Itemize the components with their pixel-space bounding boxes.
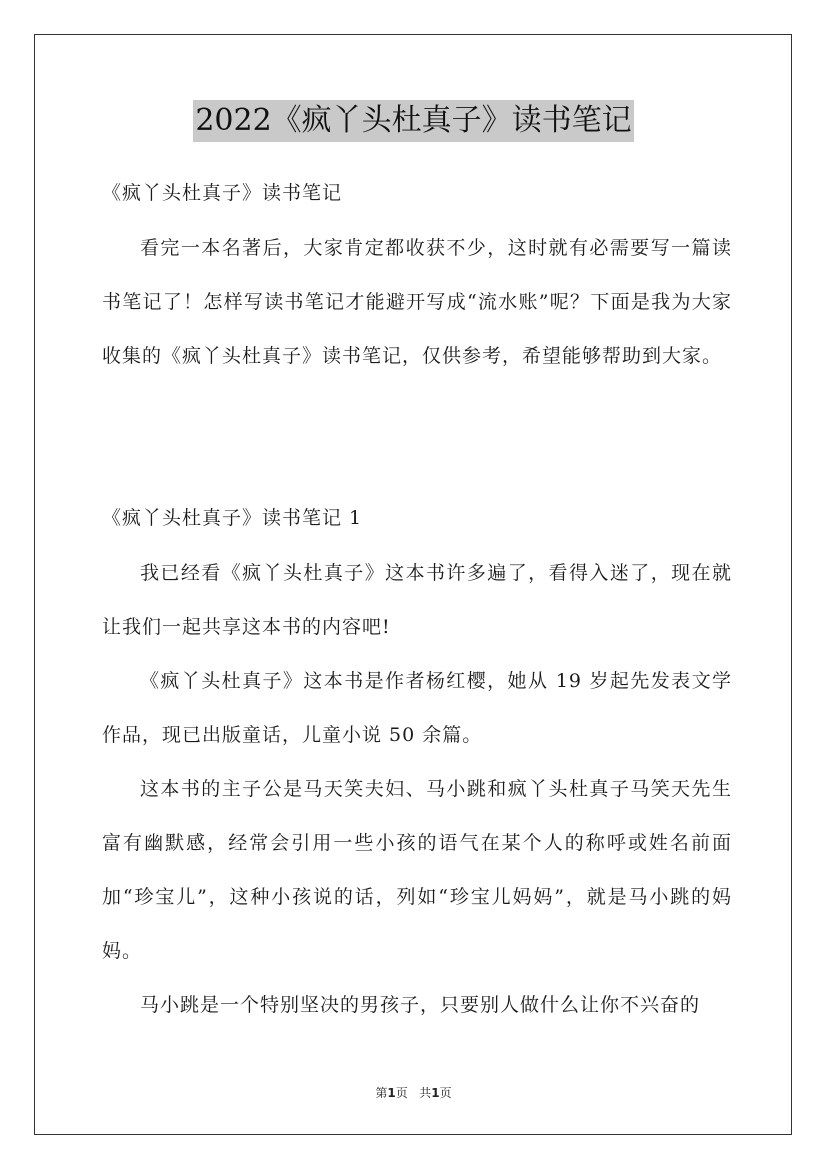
intro-paragraph: 看完一本名著后，大家肯定都收获不少，这时就有必需要写一篇读书笔记了！怎样写读书笔记才能避开写成“流水账”呢？下面是我为大家收集的《疯丫头杜真子》读书笔记，仅供参考，希望能够帮助到大家。	[102, 237, 732, 367]
document-title: 2022《疯丫头杜真子》读书笔记	[193, 100, 633, 142]
paragraph-2: 《疯丫头杜真子》这本书是作者杨红樱，她从 19 岁起先发表文学作品，现已出版童话，儿童小说 50 余篇。	[102, 670, 732, 746]
page-prefix: 第	[375, 1086, 388, 1100]
total-suffix: 页	[439, 1086, 452, 1100]
title-container	[0, 100, 827, 142]
total-pages: 1	[431, 1086, 440, 1100]
total-prefix: 共	[419, 1086, 432, 1100]
page-footer	[0, 1084, 827, 1101]
subtitle: 《疯丫头杜真子》读书笔记	[102, 182, 343, 204]
page-suffix: 页	[395, 1086, 408, 1100]
section-heading: 《疯丫头杜真子》读书笔记 1	[102, 507, 363, 529]
paragraph-3: 这本书的主子公是马天笑夫妇、马小跳和疯丫头杜真子马笑天先生富有幽默感，经常会引用一些小孩的语气在某个人的称呼或姓名前面加“珍宝儿”，这种小孩说的话，列如“珍宝儿妈妈”，就是马小跳的妈妈。	[102, 778, 732, 962]
paragraph-4: 马小跳是一个特别坚决的男孩子，只要别人做什么让你不兴奋的	[140, 994, 701, 1016]
paragraph-1: 我已经看《疯丫头杜真子》这本书许多遍了，看得入迷了，现在就让我们一起共享这本书的内容吧!	[102, 562, 732, 638]
page-number: 1	[387, 1086, 396, 1100]
